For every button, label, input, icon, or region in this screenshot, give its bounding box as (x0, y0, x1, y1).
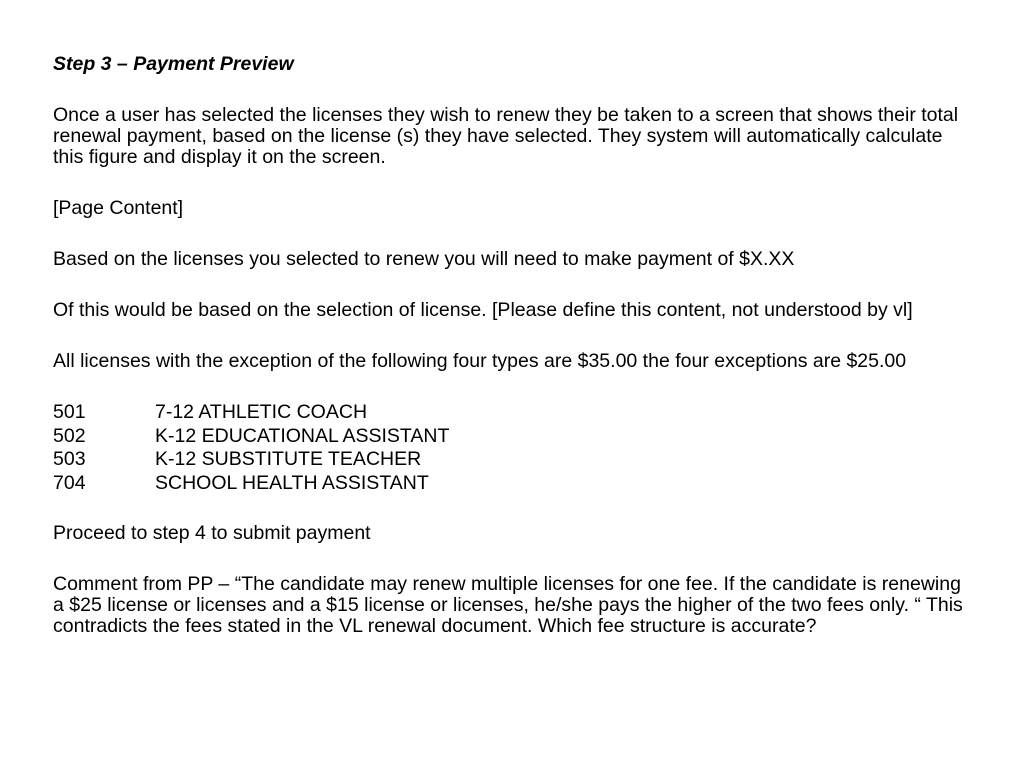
proceed-line: Proceed to step 4 to submit payment (53, 522, 371, 544)
comment-paragraph: Comment from PP – “The candidate may renew multiple licenses for one fee. If the candidate is renewing a $25 license or licenses and a $15 license or licenses, he/she pays the higher of the two fees only. “ This contradicts the fees stated in the VL renewal document. Which fee structure is accurate? (53, 573, 963, 637)
list-item (53, 400, 973, 426)
license-code: 502 (53, 424, 86, 447)
license-code: 503 (53, 448, 86, 470)
document-page (53, 54, 973, 667)
intro-paragraph: Once a user has selected the licenses they wish to renew they be taken to a screen that shows their total renewal payment, based on the license (s) they have selected. They system will automatically calculate this figure and display it on the screen. (53, 104, 959, 168)
license-code: 704 (53, 471, 86, 494)
page-content-label: [Page Content] (53, 197, 184, 219)
fee-rule: All licenses with the exception of the following four types are $35.00 the four exceptions are $25.00 (53, 350, 907, 372)
license-exception-list (53, 400, 973, 496)
payment-line: Based on the licenses you selected to renew you will need to make payment of $X.XX (53, 248, 795, 270)
list-item (53, 447, 973, 473)
license-name: K-12 SUBSTITUTE TEACHER (155, 448, 422, 470)
step-heading: Step 3 – Payment Preview (53, 53, 294, 75)
license-name: 7-12 ATHLETIC COACH (155, 401, 368, 423)
license-name: SCHOOL HEALTH ASSISTANT (155, 471, 429, 494)
selection-note: Of this would be based on the selection of license. [Please define this content, not understood by vl] (53, 299, 913, 321)
list-item (53, 471, 973, 497)
license-name: K-12 EDUCATIONAL ASSISTANT (155, 424, 450, 447)
license-code: 501 (53, 401, 86, 423)
list-item (53, 424, 973, 450)
